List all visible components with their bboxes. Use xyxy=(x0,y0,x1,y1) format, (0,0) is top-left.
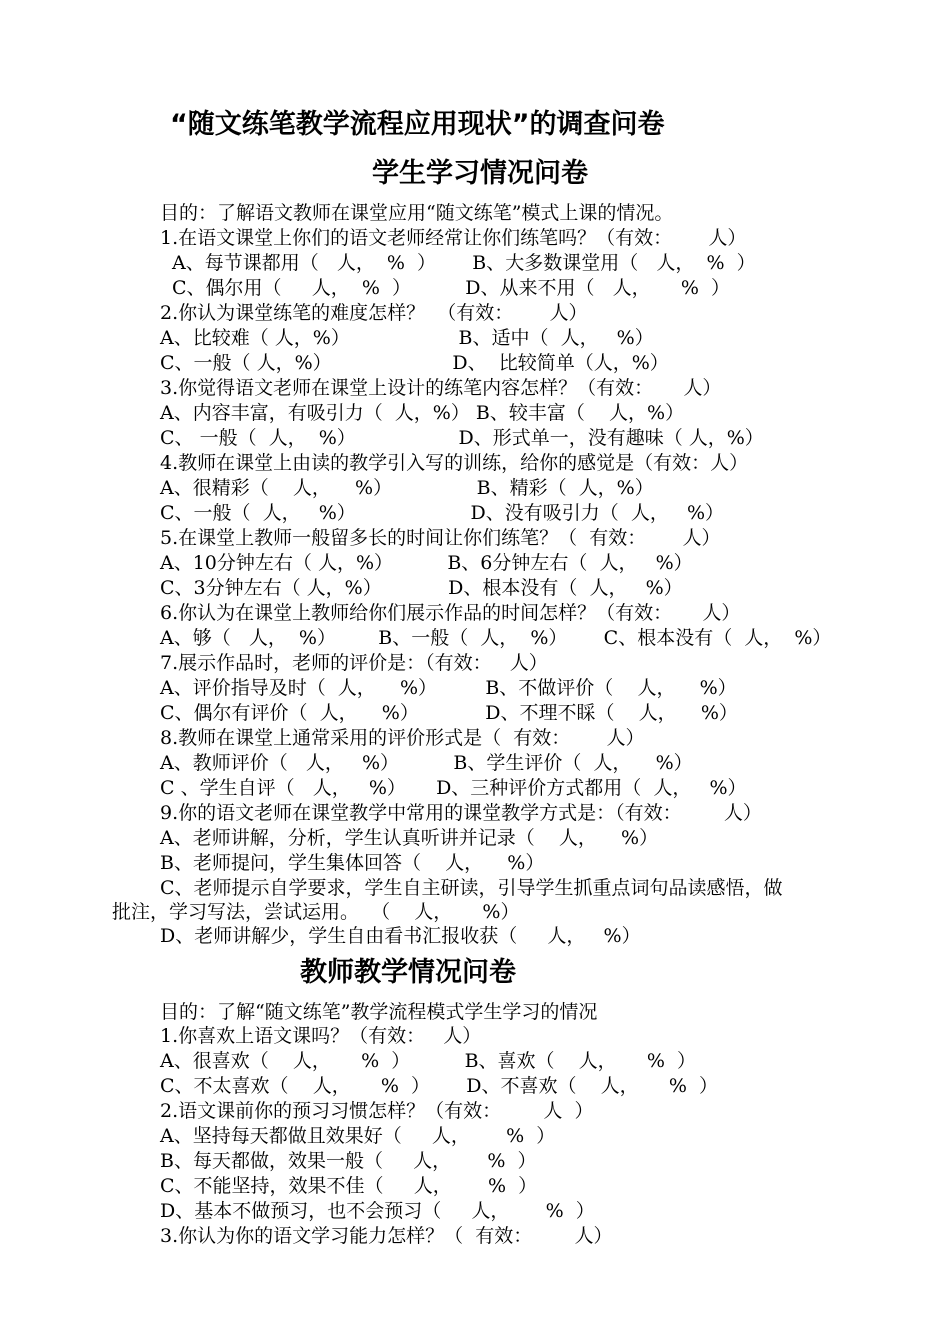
teacher-line: C、不能坚持，效果不佳（ 人， % ） xyxy=(160,1175,538,1197)
student-line: 8.教师在课堂上通常采用的评价形式是（ 有效： 人） xyxy=(160,727,645,749)
student-line: D、老师讲解少，学生自由看书汇报收获（ 人， %） xyxy=(160,925,641,947)
student-line: C、偶尔用（ 人， % ） D、从来不用（ 人， % ） xyxy=(172,277,730,299)
teacher-purpose: 目的：了解“随文练笔”教学流程模式学生学习的情况 xyxy=(160,1001,598,1023)
student-line: 1.在语文课堂上你们的语文老师经常让你们练笔吗？（有效： 人） xyxy=(160,227,747,249)
teacher-line: 2.语文课前你的预习习惯怎样？（有效： 人 ） xyxy=(160,1100,594,1122)
student-line: 5.在课堂上教师一般留多长的时间让你们练笔？（ 有效： 人） xyxy=(160,527,721,549)
student-line: A、够（ 人， %） B、一般（ 人， %） C、根本没有（ 人， %） xyxy=(160,627,832,649)
student-line: 9.你的语文老师在课堂教学中常用的课堂教学方式是：（有效： 人） xyxy=(160,802,762,824)
student-section-heading: 学生学习情况问卷 xyxy=(372,158,588,189)
student-line: 7.展示作品时，老师的评价是：（有效： 人） xyxy=(160,652,548,674)
student-line: C 、学生自评（ 人， %） D、三种评价方式都用（ 人， %） xyxy=(160,777,747,799)
student-line: 4.教师在课堂上由读的教学引入写的训练，给你的感觉是（有效：人） xyxy=(160,452,749,474)
student-line: 批注，学习写法，尝试运用。 （ 人， %） xyxy=(112,901,520,923)
student-line: 3.你觉得语文老师在课堂上设计的练笔内容怎样？（有效： 人） xyxy=(160,377,722,399)
student-line: B、老师提问，学生集体回答（ 人， %） xyxy=(160,852,545,874)
student-line: C、一般（ 人， %） D、没有吸引力（ 人， %） xyxy=(160,502,725,524)
student-line: A、很精彩（ 人， %） B、精彩（ 人，%） xyxy=(160,477,654,499)
student-line: A、比较难（ 人，%） B、适中（ 人， %） xyxy=(160,327,654,349)
document-title: “随文练笔教学流程应用现状”的调查问卷 xyxy=(170,109,665,140)
student-line: C、3分钟左右（ 人，%） D、根本没有（ 人， %） xyxy=(160,577,683,599)
student-line: C、老师提示自学要求，学生自主研读，引导学生抓重点词句品读感悟，做 xyxy=(160,877,783,899)
teacher-line: 1.你喜欢上语文课吗？（有效： 人） xyxy=(160,1025,482,1047)
student-line: 6.你认为在课堂上教师给你们展示作品的时间怎样？（有效： 人） xyxy=(160,602,741,624)
student-line: C、偶尔有评价（ 人， %） D、不理不睬（ 人， %） xyxy=(160,702,738,724)
student-line: A、10分钟左右（ 人，%） B、6分钟左右（ 人， %） xyxy=(160,552,693,574)
student-line: A、每节课都用（ 人， % ） B、大多数课堂用（ 人， % ） xyxy=(172,252,756,274)
teacher-line: B、每天都做，效果一般（ 人， % ） xyxy=(160,1150,537,1172)
student-line: A、内容丰富，有吸引力（ 人，%） B、较丰富（ 人，%） xyxy=(160,402,685,424)
student-line: C、一般（ 人，%） D、 比较简单（人，%） xyxy=(160,352,669,374)
teacher-line: A、坚持每天都做且效果好（ 人， % ） xyxy=(160,1125,556,1147)
student-line: A、老师讲解，分析，学生认真听讲并记录（ 人， %） xyxy=(160,827,659,849)
teacher-line: D、基本不做预习，也不会预习（ 人， % ） xyxy=(160,1200,595,1222)
teacher-line: C、不太喜欢（ 人， % ） D、不喜欢（ 人， % ） xyxy=(160,1075,718,1097)
teacher-line: A、很喜欢（ 人， % ） B、喜欢（ 人， % ） xyxy=(160,1050,697,1072)
student-purpose: 目的：了解语文教师在课堂应用“随文练笔”模式上课的情况。 xyxy=(160,202,674,224)
teacher-section-heading: 教师教学情况问卷 xyxy=(300,957,516,988)
student-line: A、教师评价（ 人， %） B、学生评价（ 人， %） xyxy=(160,752,693,774)
teacher-line: 3.你认为你的语文学习能力怎样？（ 有效： 人） xyxy=(160,1225,613,1247)
student-line: A、评价指导及时（ 人， %） B、不做评价（ 人， %） xyxy=(160,677,737,699)
student-line: C、 一般（ 人， %） D、形式单一，没有趣味（ 人，%） xyxy=(160,427,764,449)
student-line: 2.你认为课堂练笔的难度怎样？ （有效： 人） xyxy=(160,302,588,324)
